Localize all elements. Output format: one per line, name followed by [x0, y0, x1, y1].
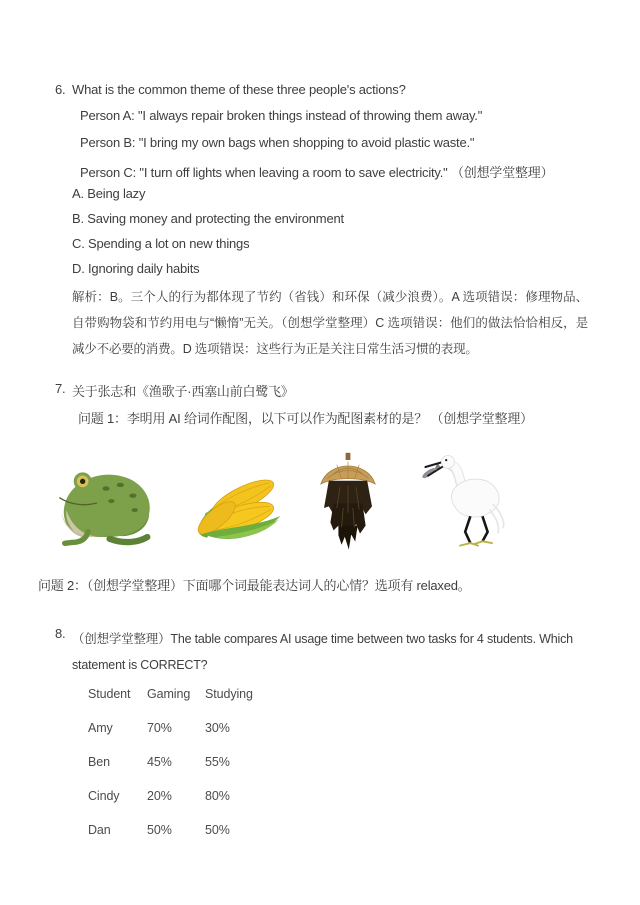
- question-6-analysis: 解析：B。三个人的行为都体现了节约（省钱）和环保（减少浪费）。A 选项错误：修理物品、自带购物袋和节约用电与“懒惰”无关。（创想学堂整理）C 选项错误：他们的做法恰恰相反，是减少不必要的消费。D 选项错误：这些行为正是关注日常生活习惯的表现。: [72, 290, 588, 356]
- ai-usage-table: [88, 687, 295, 857]
- corn-image: [185, 463, 298, 547]
- table-row-dan-name: Dan: [88, 823, 111, 837]
- question-8-number: 8.: [55, 626, 66, 641]
- question-7-sub1: 问题 1：李明用 AI 给词作配图，以下可以作为配图素材的是？ （创想学堂整理）: [78, 411, 533, 426]
- frog-image: [52, 458, 160, 546]
- question-6-heading: [55, 82, 406, 97]
- straw-hat-rain-cape-icon: [316, 441, 380, 563]
- table-header-student: Student: [88, 687, 131, 701]
- person-a-statement: Person A: "I always repair broken things instead of throwing them away.": [80, 108, 483, 123]
- table-row-cindy-studying: 80%: [205, 789, 230, 803]
- egret-with-fish-icon: [403, 446, 517, 552]
- table-row-ben-gaming: 45%: [147, 755, 172, 769]
- corn-icon: [185, 463, 298, 547]
- question-6-number: 6.: [55, 82, 66, 97]
- question-8-text: （创想学堂整理）The table compares AI usage time between two tasks for 4 students. Which statement is CORRECT?: [72, 632, 573, 672]
- table-row-dan-gaming: 50%: [147, 823, 172, 837]
- table-row-dan-studying: 50%: [205, 823, 230, 837]
- person-c-statement: Person C: "I turn off lights when leaving a room to save electricity." （创想学堂整理）: [80, 165, 554, 180]
- table-row-cindy-gaming: 20%: [147, 789, 172, 803]
- table-row-ben-studying: 55%: [205, 755, 230, 769]
- option-d: D. Ignoring daily habits: [72, 261, 200, 276]
- person-b-statement: Person B: "I bring my own bags when shopping to avoid plastic waste.": [80, 135, 475, 150]
- frog-icon: [52, 458, 160, 546]
- question-8-heading: [55, 626, 615, 678]
- question-7-sub2: 问题 2：（创想学堂整理）下面哪个词最能表达词人的心情？选项有 relaxed。: [38, 578, 471, 593]
- table-header-gaming: Gaming: [147, 687, 191, 701]
- table-row-cindy-name: Cindy: [88, 789, 120, 803]
- table-row-amy-studying: 30%: [205, 721, 230, 735]
- straw-raincoat-image: [316, 441, 380, 563]
- option-a: A. Being lazy: [72, 186, 146, 201]
- table-row-amy-name: Amy: [88, 721, 113, 735]
- option-c: C. Spending a lot on new things: [72, 236, 250, 251]
- table-row-ben-name: Ben: [88, 755, 110, 769]
- egret-image: [403, 446, 517, 552]
- table-header-studying: Studying: [205, 687, 253, 701]
- option-b: B. Saving money and protecting the environment: [72, 211, 344, 226]
- question-7-title: 关于张志和《渔歌子·西塞山前白鹭飞》: [72, 384, 294, 399]
- question-7-number: 7.: [55, 381, 66, 396]
- question-7-heading: [55, 381, 294, 400]
- question-6-text: What is the common theme of these three people's actions?: [72, 82, 406, 97]
- table-row-amy-gaming: 70%: [147, 721, 172, 735]
